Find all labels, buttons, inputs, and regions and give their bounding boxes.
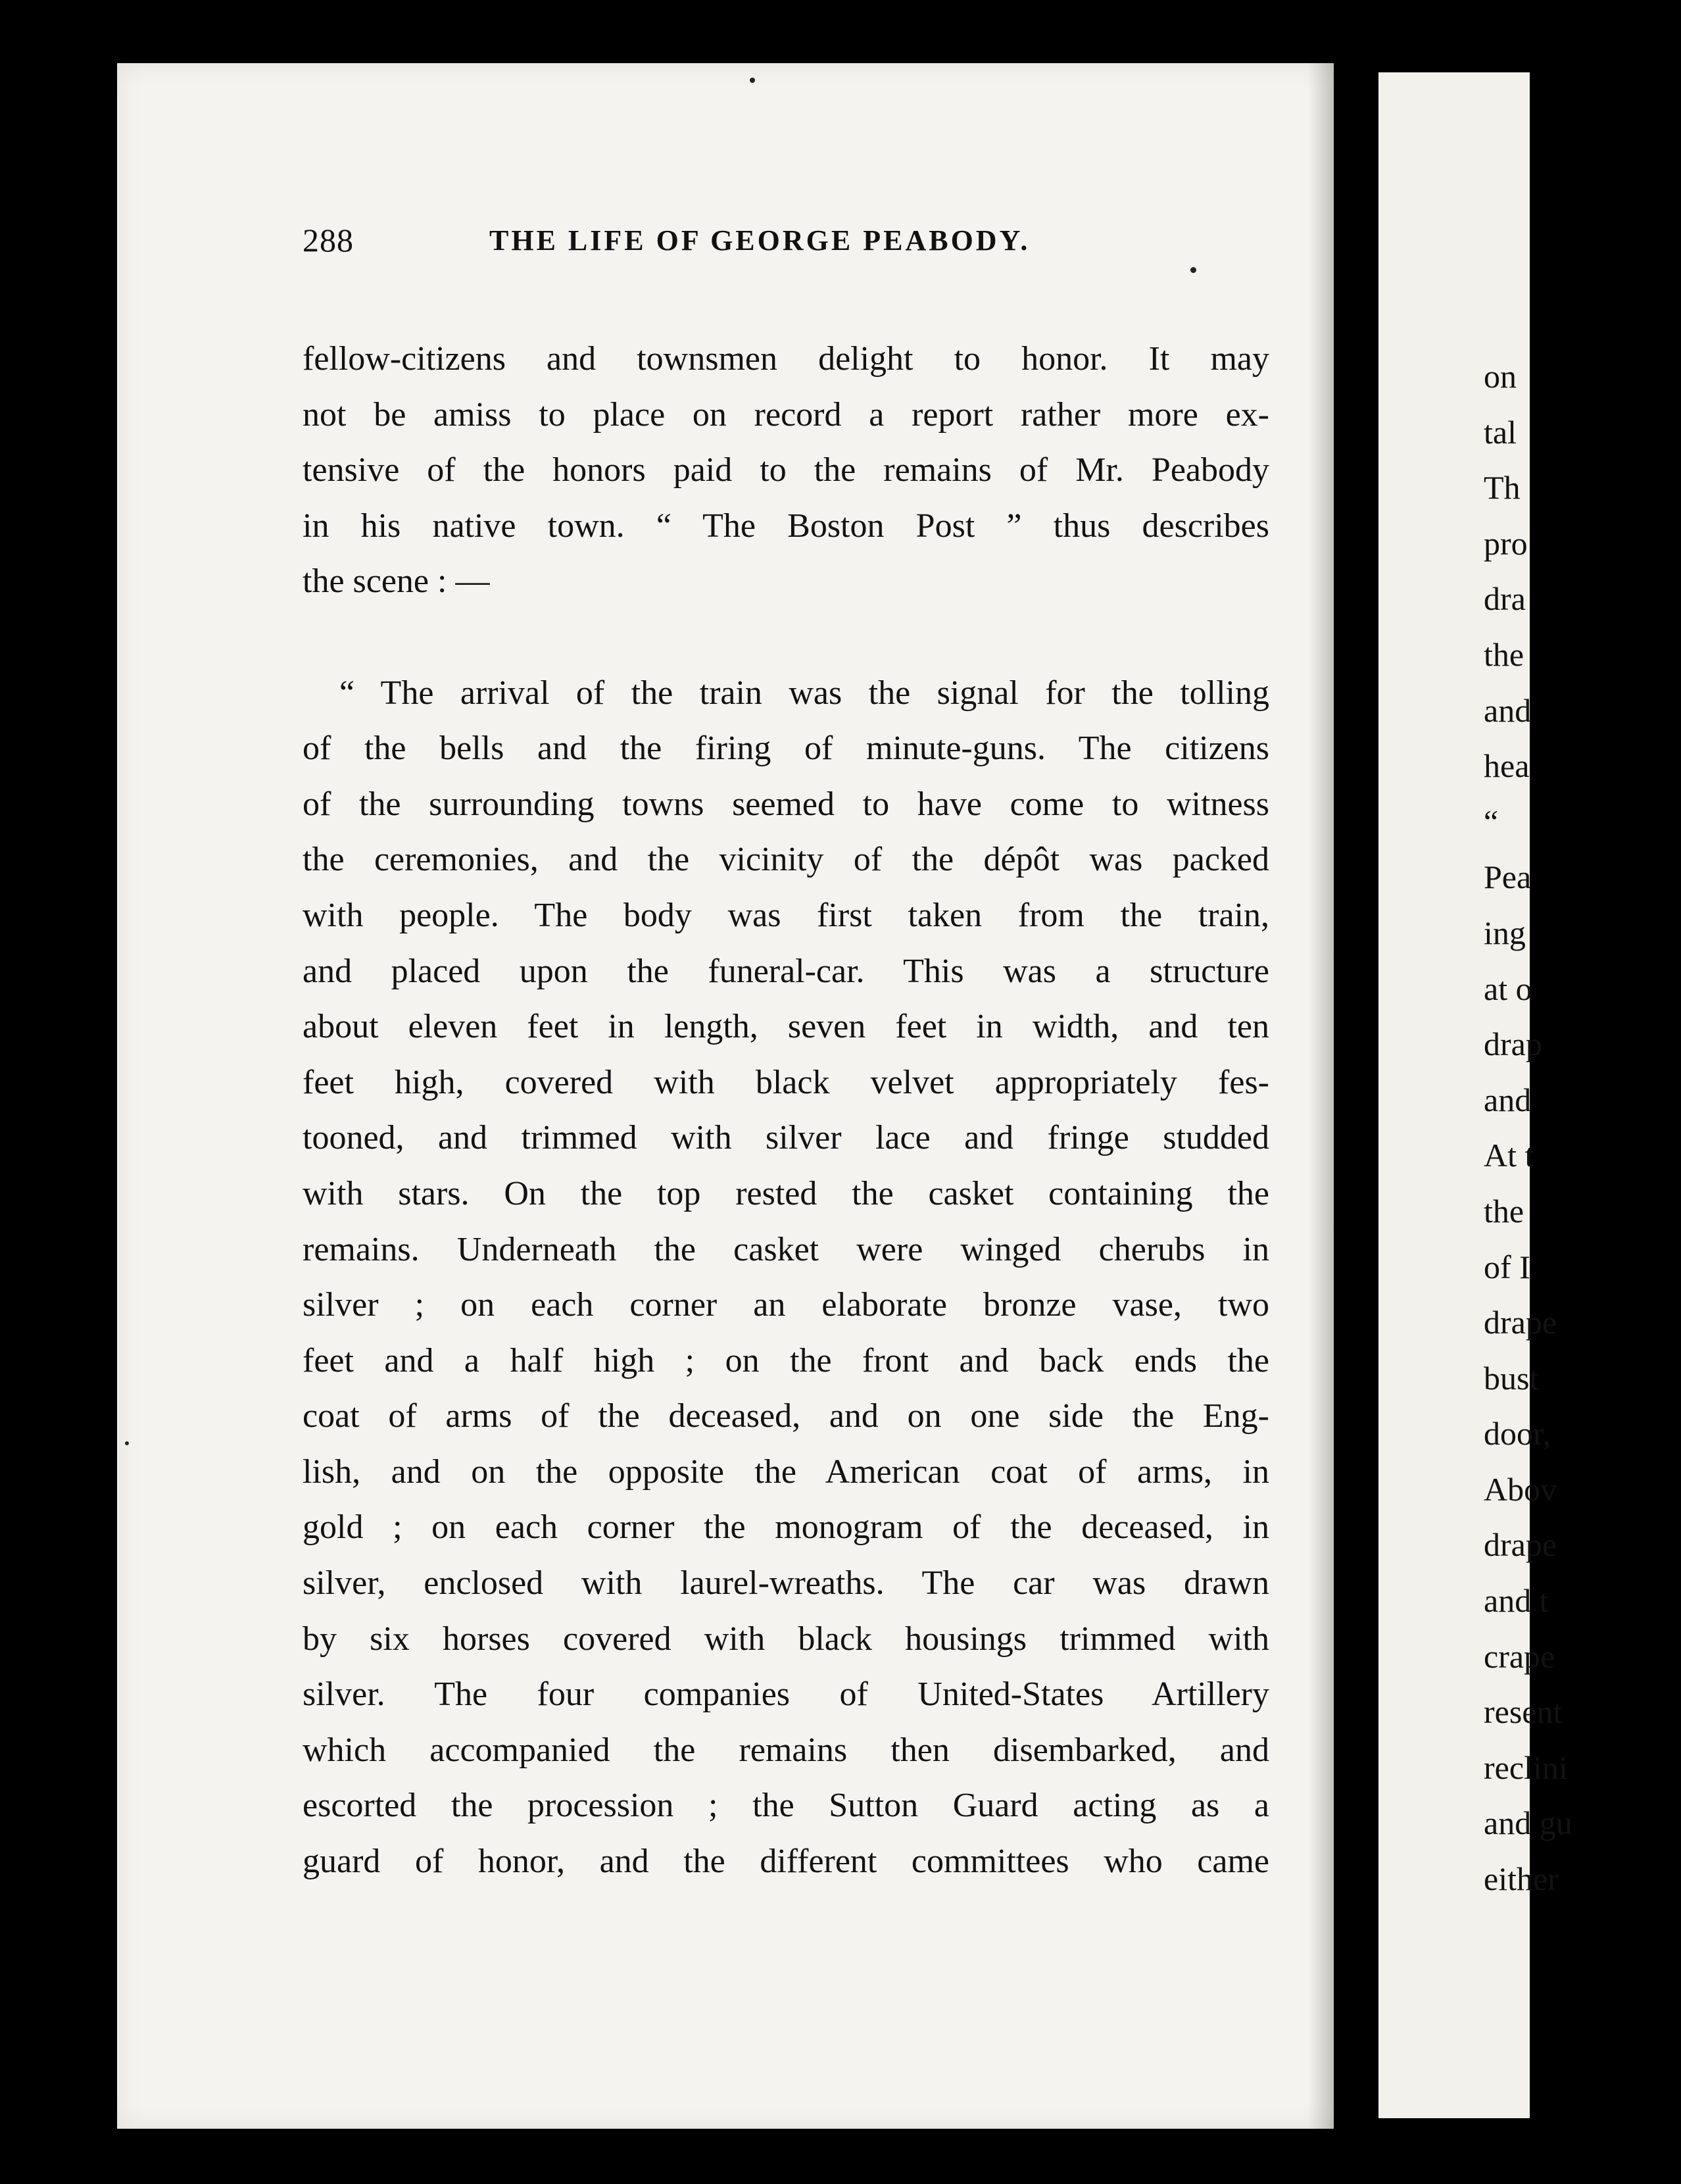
facing-text-line: Th <box>1484 469 1521 507</box>
facing-text-line: and <box>1484 691 1532 729</box>
facing-text-line: the <box>1484 635 1524 673</box>
facing-text-line: ing <box>1484 914 1526 951</box>
paragraph-2 <box>303 666 1269 1890</box>
ink-speck <box>125 1441 129 1445</box>
text-line: with stars. On the top rested the casket containing the <box>303 1174 1269 1212</box>
text-line: with people. The body was first taken from the train, <box>303 896 1269 934</box>
text-line: “ The arrival of the train was the signal for the tolling <box>339 674 1269 712</box>
page-number: 288 <box>303 222 354 259</box>
text-line: feet high, covered with black velvet appropriately fes- <box>303 1063 1269 1101</box>
facing-text-line: door, <box>1484 1415 1551 1452</box>
facing-text-line: Pea <box>1484 858 1532 896</box>
text-line: remains. Underneath the casket were winged cherubs in <box>303 1230 1269 1268</box>
facing-text-line: either <box>1484 1860 1559 1898</box>
text-line: escorted the procession ; the Sutton Guard acting as a <box>303 1787 1269 1825</box>
facing-page-text <box>1484 349 1681 1907</box>
text-line: silver. The four companies of United-States Artillery <box>303 1675 1269 1714</box>
text-line: fellow-citizens and townsmen delight to honor. It may <box>303 340 1269 378</box>
text-line: of the bells and the firing of minute-guns. The citizens <box>303 730 1269 768</box>
text-line: by six horses covered with black housings trimmed with <box>303 1620 1269 1658</box>
text-line: lish, and on the opposite the American coat of arms, in <box>303 1452 1269 1491</box>
facing-text-line: drap <box>1484 1026 1542 1063</box>
facing-page-edge <box>1378 72 1572 2118</box>
text-line: gold ; on each corner the monogram of the deceased, in <box>303 1508 1269 1547</box>
facing-text-line: drape <box>1484 1304 1557 1341</box>
text-line: in his native town. “ The Boston Post ” thus describes <box>303 507 1269 545</box>
facing-text-line: dra <box>1484 580 1526 618</box>
text-line: of the surrounding towns seemed to have come to witness <box>303 785 1269 823</box>
facing-text-line: and t <box>1484 1582 1549 1620</box>
facing-text-line: bust <box>1484 1359 1539 1397</box>
paragraph-gap <box>303 610 1269 666</box>
facing-text-line: the <box>1484 1192 1524 1229</box>
text-line: the ceremonies, and the vicinity of the dépôt was packed <box>303 841 1269 879</box>
facing-text-line: and gu <box>1484 1804 1572 1842</box>
facing-text-line: of I <box>1484 1248 1530 1285</box>
page-gutter-shadow <box>1307 63 1334 2129</box>
facing-text-line: At t <box>1484 1137 1534 1174</box>
facing-text-line: reclini <box>1484 1749 1568 1786</box>
text-line: feet and a half high ; on the front and back ends the <box>303 1341 1269 1379</box>
text-line: tensive of the honors paid to the remains of Mr. Peabody <box>303 451 1269 489</box>
text-line: about eleven feet in length, seven feet in width, and ten <box>303 1008 1269 1046</box>
text-line: and placed upon the funeral-car. This was a structure <box>303 952 1269 990</box>
text-line: silver ; on each corner an elaborate bronze vase, two <box>303 1286 1269 1324</box>
facing-text-line: “ <box>1484 803 1499 840</box>
facing-text-line: tal <box>1484 413 1517 451</box>
page-body <box>303 332 1269 1890</box>
running-title: THE LIFE OF GEORGE PEABODY. <box>489 224 1031 257</box>
text-line: not be amiss to place on record a report rather more ex- <box>303 395 1269 434</box>
text-line: silver, enclosed with laurel-wreaths. The car was drawn <box>303 1564 1269 1602</box>
text-line: the scene : — <box>303 562 490 601</box>
text-line: guard of honor, and the different committees who came <box>303 1843 1269 1881</box>
ink-speck <box>1190 267 1196 273</box>
page-header <box>303 221 1223 287</box>
text-line: tooned, and trimmed with silver lace and fringe studded <box>303 1119 1269 1157</box>
facing-text-line: pro <box>1484 524 1528 562</box>
text-line: which accompanied the remains then disembarked, and <box>303 1731 1269 1769</box>
facing-text-line: and <box>1484 1081 1532 1118</box>
ink-speck <box>750 78 755 83</box>
facing-text-line: on <box>1484 358 1517 395</box>
facing-text-line: at o <box>1484 970 1532 1007</box>
paragraph-1 <box>303 332 1269 610</box>
facing-text-line: drape <box>1484 1526 1557 1564</box>
book-page <box>117 63 1334 2129</box>
text-line: coat of arms of the deceased, and on one side the Eng- <box>303 1397 1269 1435</box>
facing-text-line: resent <box>1484 1693 1563 1731</box>
facing-text-line: hea <box>1484 747 1530 785</box>
facing-text-line: crape <box>1484 1637 1555 1675</box>
facing-text-line: Abov <box>1484 1470 1557 1508</box>
